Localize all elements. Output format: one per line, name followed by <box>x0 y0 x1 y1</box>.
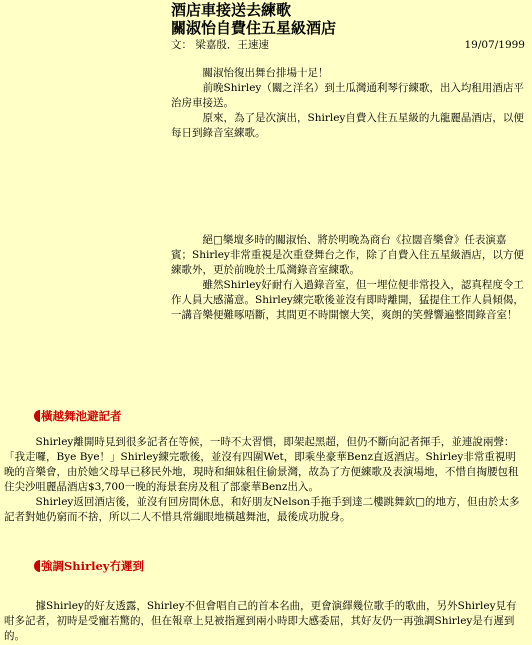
subheading-dance-floor <box>34 408 122 424</box>
half-circle-bullet-icon <box>34 560 40 572</box>
paragraph: 原來，為了是次演出，Shirley自費入住五星級的九龍麗晶酒店，以便每日到錄音室練歌。 <box>171 112 524 139</box>
paragraph: 前晚Shirley（關之洋名）到土瓜灣通利琴行練歌，出入均租用酒店平治房車接送。 <box>171 82 524 109</box>
subheading-text: 強調Shirley冇遲到 <box>41 559 144 573</box>
dance-floor-section <box>4 435 524 525</box>
paragraph: Shirley返回酒店後，並沒有回房間休息，和好朋友Nelson手拖手到達二樓跳舞欽□的地方，但由於太多記者對她仍窮而不捨，所以二人不惜具常繃眼地橫越舞池，最後成功脫身。 <box>4 496 520 523</box>
paragraph: Shirley離開時見到很多記者在等候，一時不太習慣，即架起黑超，但仍不斷向記者揮手，並連說兩聲：「我走囉，Bye Bye！」Shirley練完歌後，並沒有四圍Wet，即乘坐豪華Benz直返酒店。Shirley非常重視明晚的音樂會，由於她父母早已移民外地，現時和細妹租住偷景灣，故為了方便練歌及表演場地，不惜自掏腰包租住尖沙咀麗晶酒店$3,700一晚的海景套房及租了部豪華Benz出入。 <box>4 436 519 493</box>
paragraph: 關淑怡復出舞台排場十足！ <box>202 67 329 79</box>
intro-section <box>171 66 525 141</box>
not-late-section <box>4 599 524 644</box>
rehearsal-section <box>171 233 525 323</box>
byline-authors: 梁嘉殷．王速速 <box>195 39 269 51</box>
paragraph: 據Shirley的好友透露，Shirley不但會唱自己的首本名曲，更會演繹幾位歌手的歌曲，另外Shirley見有咁多記者，初時是受寵若驚的，但在報章上見被指遲到兩小時即大感委屈，其好友仍一再強調Shirley是冇遲到的。 <box>4 600 517 642</box>
article-headline <box>171 1 336 37</box>
half-circle-bullet-icon <box>34 410 40 422</box>
paragraph: 絕□樂壇多時的關淑怡、將於明晚為商台《拉闊音樂會》任表演嘉賓；Shirley非常重視是次重登舞台之作，除了自費入住五星級酒店，以方便練歌外，更於前晚於土瓜灣錄音室練歌。 <box>171 234 524 276</box>
byline <box>171 38 525 52</box>
subheading-not-late <box>34 558 144 574</box>
headline-line-2: 關淑怡自費住五星級酒店 <box>171 19 337 37</box>
article-date: 19/07/1999 <box>464 39 525 51</box>
paragraph: 雖然Shirley好耐冇入過錄音室，但一埋位便非常投入，認真程度令工作人員大感滿意。Shirley練完歌後並沒有即時離開，猛提住工作人員傾偈，一講音樂便難啄唔斷，其間更不時開懷大笑，爽朗的笑聲響遍整間錄音室！ <box>171 279 524 321</box>
byline-label: 文： <box>171 39 192 51</box>
headline-line-1: 酒店車接送去練歌 <box>171 1 292 19</box>
subheading-text: 橫越舞池避記者 <box>41 409 122 423</box>
